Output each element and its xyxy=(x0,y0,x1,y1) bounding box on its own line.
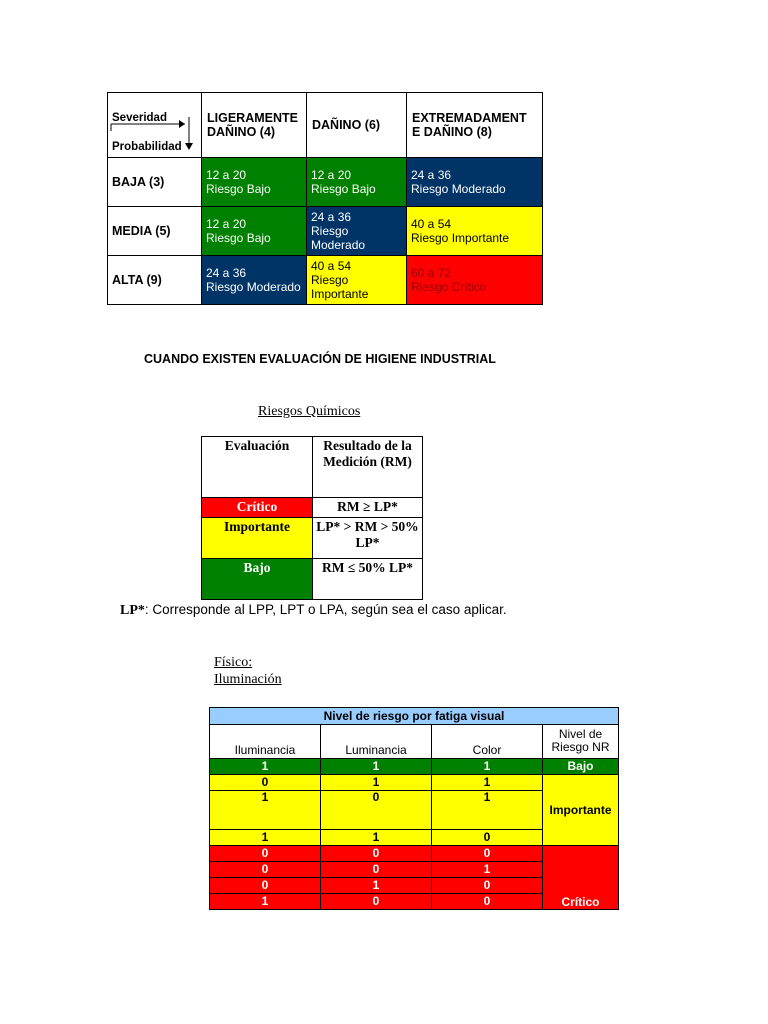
level-importante: Importante xyxy=(543,775,619,846)
matrix-cell: 12 a 20 Riesgo Bajo xyxy=(202,158,307,207)
eval-importante: Importante xyxy=(202,518,313,559)
fisico-label: Físico: xyxy=(214,655,253,670)
header-nivel-riesgo: Nivel de Riesgo NR xyxy=(543,725,619,759)
matrix-cell: 40 a 54 Riesgo Importante xyxy=(407,207,543,256)
chemical-risk-table xyxy=(201,436,423,600)
row-header-baja: BAJA (3) xyxy=(108,158,202,207)
matrix-cell: 24 a 36 Riesgo Moderado xyxy=(202,256,307,305)
result-bajo: RM ≤ 50% LP* xyxy=(313,559,423,600)
cell-luminancia: 1 xyxy=(321,830,432,846)
matrix-corner xyxy=(108,93,202,158)
lighting-table-title: Nivel de riesgo por fatiga visual xyxy=(210,708,619,725)
cell-color: 1 xyxy=(432,775,543,791)
matrix-row-media xyxy=(108,207,543,256)
cell-color: 1 xyxy=(432,759,543,775)
cell-color: 0 xyxy=(432,878,543,894)
lp-term: LP* xyxy=(120,603,145,618)
cell-color: 0 xyxy=(432,894,543,910)
header-resultado: Resultado de la Medición (RM) xyxy=(313,437,423,498)
eval-bajo: Bajo xyxy=(202,559,313,600)
cell-color: 0 xyxy=(432,830,543,846)
table-row xyxy=(202,518,423,559)
table-row xyxy=(210,846,619,862)
cell-color: 1 xyxy=(432,791,543,830)
matrix-row-alta xyxy=(108,256,543,305)
header-evaluacion: Evaluación xyxy=(202,437,313,498)
header-color: Color xyxy=(432,725,543,759)
table-row xyxy=(202,498,423,518)
severity-label: Severidad xyxy=(112,112,167,124)
matrix-cell: 60 a 72 Riesgo Crítico xyxy=(407,256,543,305)
cell-iluminancia: 1 xyxy=(210,759,321,775)
cell-luminancia: 0 xyxy=(321,791,432,830)
cell-color: 0 xyxy=(432,846,543,862)
header-iluminancia: Iluminancia xyxy=(210,725,321,759)
result-importante: LP* > RM > 50% LP* xyxy=(313,518,423,559)
matrix-row-baja xyxy=(108,158,543,207)
section-title: CUANDO EXISTEN EVALUACIÓN DE HIGIENE INDUSTRIAL xyxy=(144,352,496,366)
level-bajo: Bajo xyxy=(543,759,619,775)
cell-luminancia: 1 xyxy=(321,775,432,791)
risk-matrix xyxy=(107,92,543,305)
lighting-risk-table xyxy=(209,707,619,910)
table-row xyxy=(202,559,423,600)
col-header-ligeramente: LIGERAMENTE DAÑINO (4) xyxy=(202,93,307,158)
header-luminancia: Luminancia xyxy=(321,725,432,759)
cell-iluminancia: 0 xyxy=(210,878,321,894)
lp-text: : Corresponde al LPP, LPT o LPA, según sea el caso aplicar. xyxy=(144,602,507,617)
result-critico: RM ≥ LP* xyxy=(313,498,423,518)
table-row xyxy=(210,775,619,791)
iluminacion-label: Iluminación xyxy=(214,672,282,687)
cell-iluminancia: 1 xyxy=(210,791,321,830)
col-header-danino: DAÑINO (6) xyxy=(307,93,407,158)
quimicos-title: Riesgos Químicos xyxy=(258,404,361,419)
cell-color: 1 xyxy=(432,862,543,878)
cell-luminancia: 1 xyxy=(321,759,432,775)
matrix-cell: 12 a 20 Riesgo Bajo xyxy=(307,158,407,207)
level-critico: Crítico xyxy=(543,846,619,910)
matrix-cell: 24 a 36 Riesgo Moderado xyxy=(307,207,407,256)
cell-iluminancia: 1 xyxy=(210,894,321,910)
cell-iluminancia: 0 xyxy=(210,775,321,791)
lp-note xyxy=(120,602,507,619)
cell-iluminancia: 0 xyxy=(210,846,321,862)
eval-critico: Crítico xyxy=(202,498,313,518)
cell-luminancia: 0 xyxy=(321,862,432,878)
cell-luminancia: 1 xyxy=(321,878,432,894)
cell-luminancia: 0 xyxy=(321,846,432,862)
cell-luminancia: 0 xyxy=(321,894,432,910)
probability-label: Probabilidad xyxy=(112,141,182,153)
matrix-cell: 12 a 20 Riesgo Bajo xyxy=(202,207,307,256)
row-header-alta: ALTA (9) xyxy=(108,256,202,305)
cell-iluminancia: 1 xyxy=(210,830,321,846)
row-header-media: MEDIA (5) xyxy=(108,207,202,256)
matrix-cell: 40 a 54 Riesgo Importante xyxy=(307,256,407,305)
col-header-extremadamente: EXTREMADAMENT E DAÑINO (8) xyxy=(407,93,543,158)
table-row xyxy=(210,759,619,775)
matrix-cell: 24 a 36 Riesgo Moderado xyxy=(407,158,543,207)
cell-iluminancia: 0 xyxy=(210,862,321,878)
